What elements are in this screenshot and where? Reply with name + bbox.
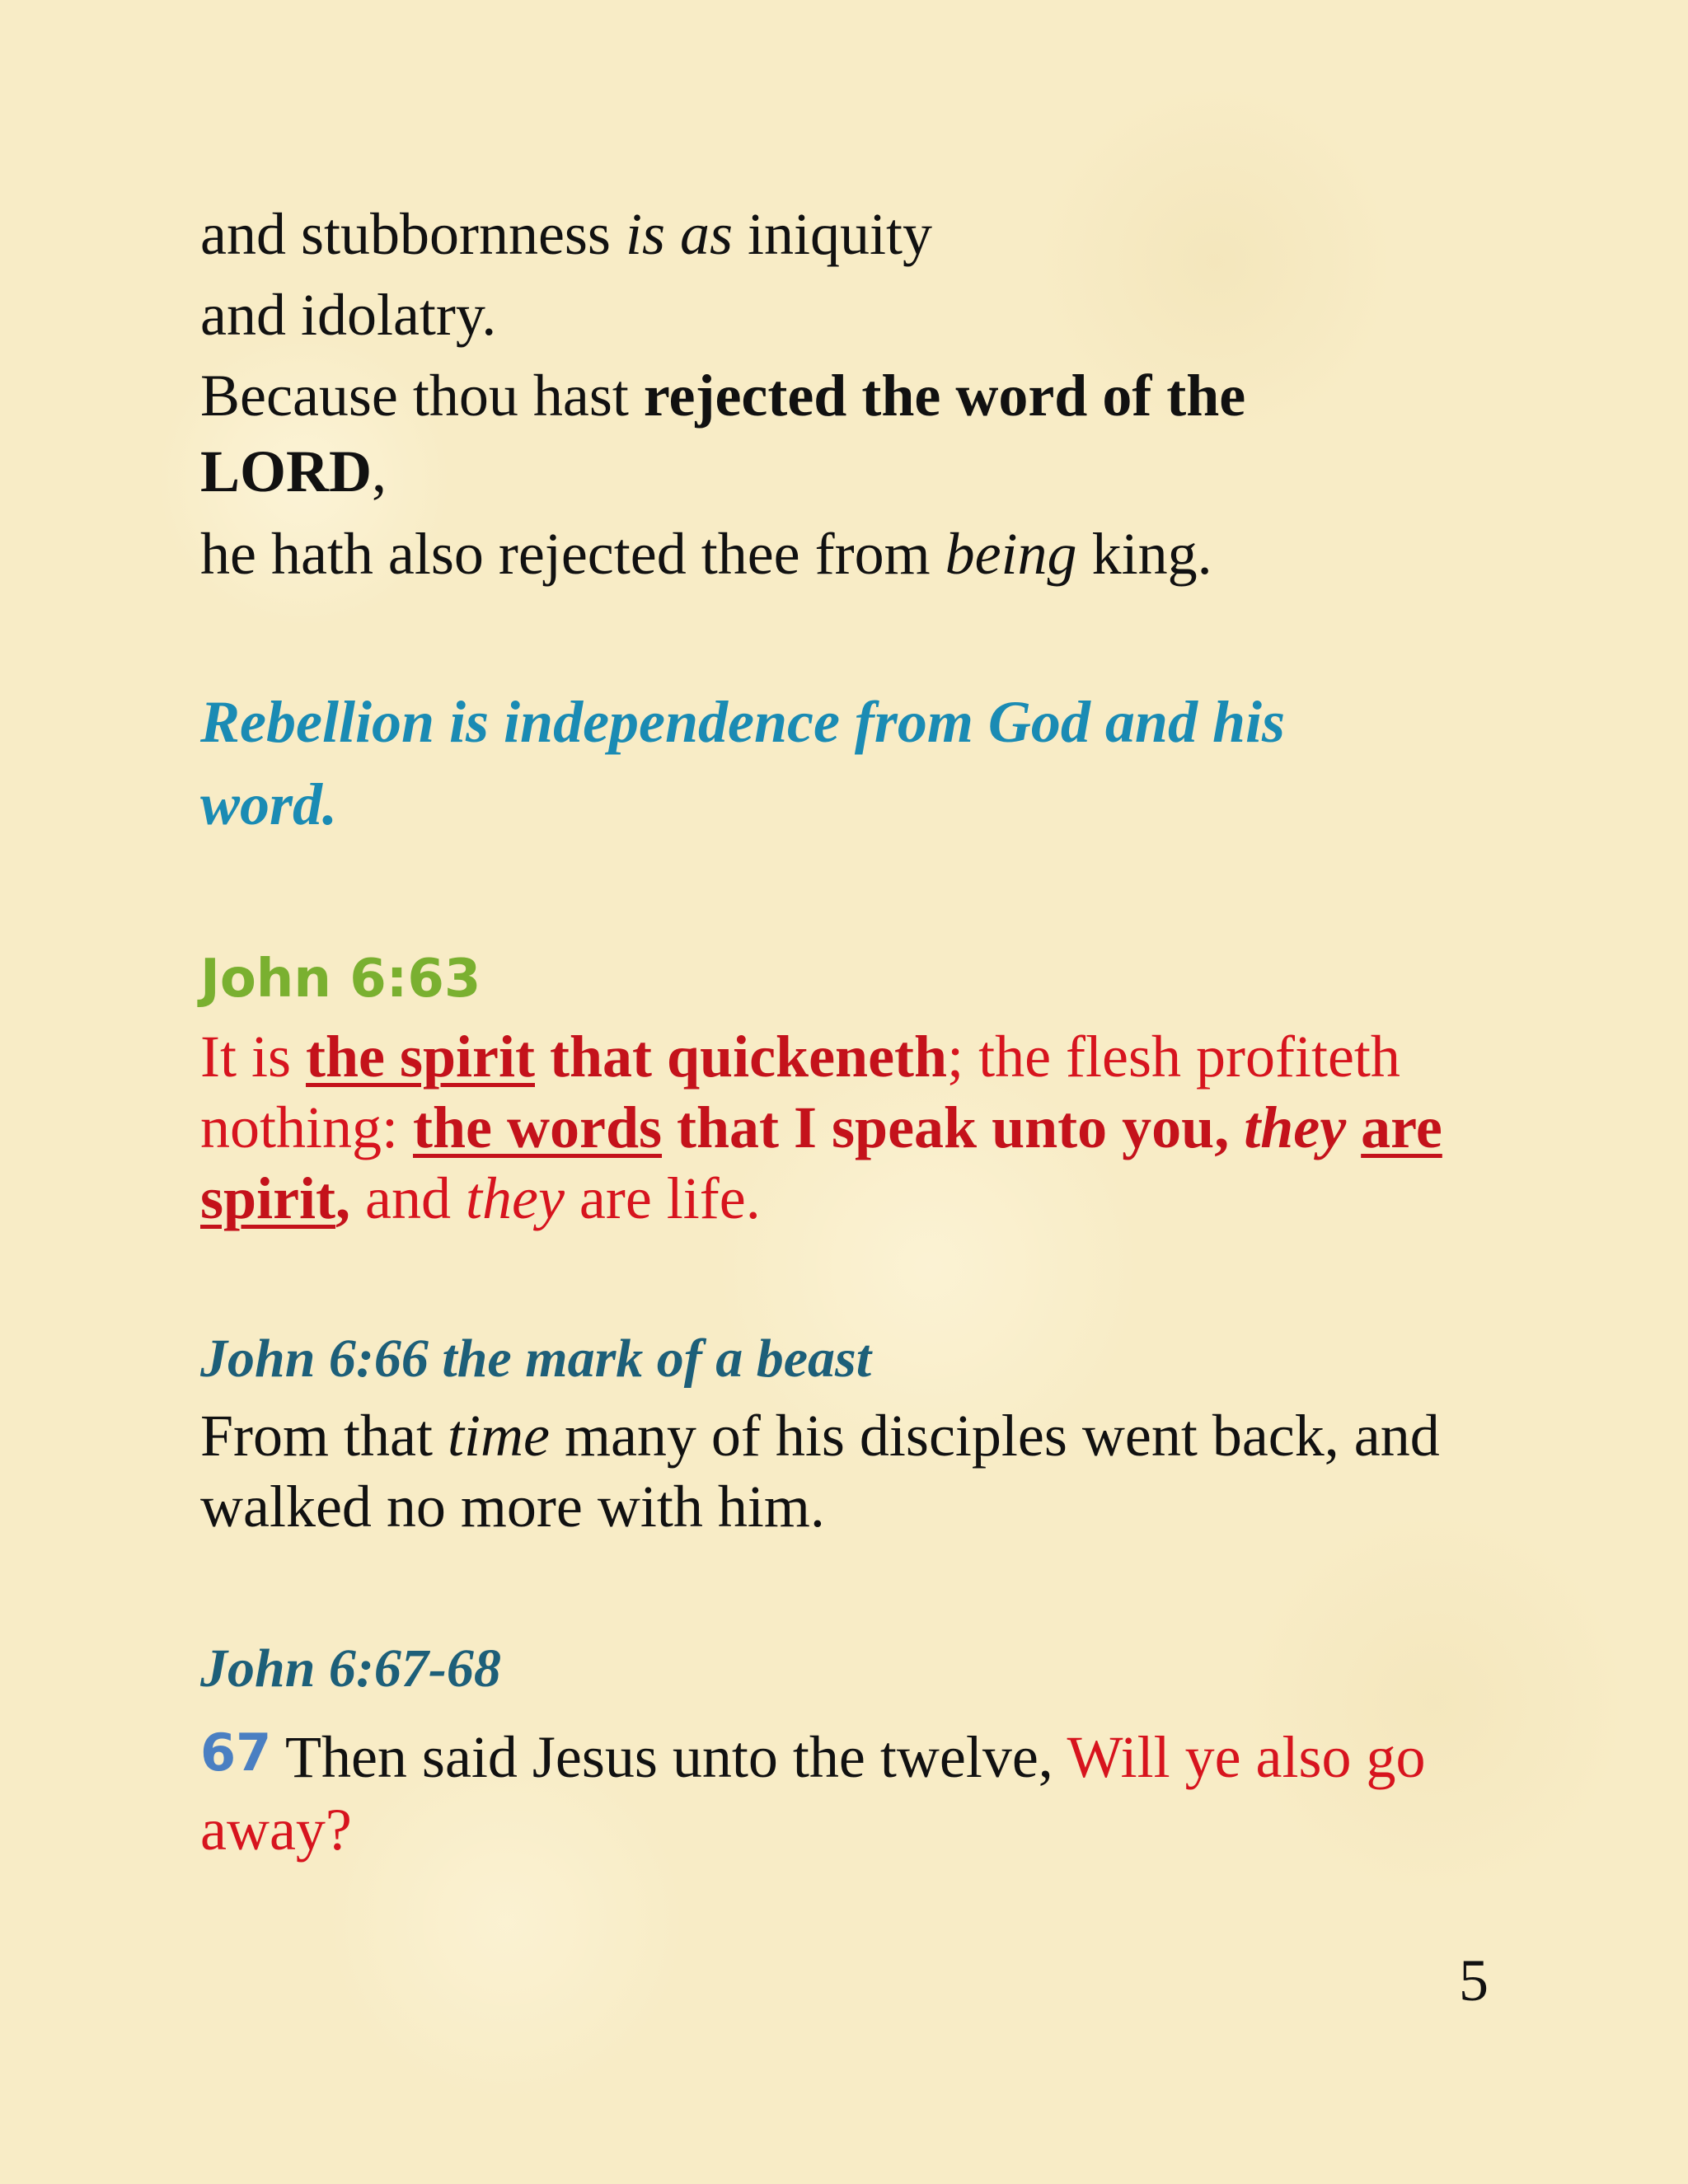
text-run-bold-underline: the words [413,1094,663,1160]
text-run: It is [200,1024,307,1090]
text-run-bold: , [335,1165,351,1231]
text-run-bold-underline: the spirit [306,1024,535,1090]
passage-line-1 [200,201,933,267]
text-run-italic: time [448,1403,550,1469]
verse-heading-john-6-66: John 6:66 the mark of a beast [200,1329,872,1389]
text-run-red: Will ye also go [1067,1724,1426,1790]
page-number: 5 [1459,1947,1489,2013]
verse-line-2: away? [200,1797,352,1863]
text-run: nothing: [200,1094,414,1160]
text-run [1346,1094,1361,1160]
text-run-bold-italic: they [1244,1094,1347,1160]
text-run-bold: that I speak unto you, [662,1094,1245,1160]
commentary-line-1: Rebellion is independence from God and his [200,689,1286,755]
text-run: and stubbornness [200,201,626,267]
text-run-bold: LORD [200,438,373,504]
verse-line-1 [200,1722,1426,1790]
text-run-italic: is as [625,201,733,267]
passage-line-4 [200,438,387,504]
commentary-line-2: word. [200,771,338,837]
verse-number: 67 [200,1722,272,1783]
text-run: are life. [564,1165,761,1231]
text-run-bold-underline: spirit [200,1165,336,1231]
verse-heading-john-6-63: John 6:63 [200,949,481,1010]
verse-line-1 [200,1024,1400,1090]
passage-line-5 [200,521,1212,587]
passage-line-3 [200,363,1246,429]
text-run: and [350,1165,466,1231]
text-run: Because thou hast [200,363,644,429]
text-run-bold: rejected the word of the [643,363,1246,429]
text-run: he hath also rejected thee from [200,521,945,587]
text-run-bold-underline: are [1361,1094,1442,1160]
passage-line-2: and idolatry. [200,282,497,348]
text-run: From that [200,1403,448,1469]
text-run: iniquity [733,201,933,267]
text-run-italic: they [465,1165,565,1231]
verse-line-3 [200,1165,761,1231]
text-run-bold: that quickeneth [535,1024,948,1090]
verse-line-1 [200,1403,1440,1469]
text-run: Then said Jesus unto the twelve, [271,1724,1067,1790]
text-run: many of his disciples went back, and [549,1403,1440,1469]
text-run: , [372,438,387,504]
verse-line-2 [200,1094,1442,1160]
text-run: king. [1076,521,1212,587]
text-run-italic: being [945,521,1077,587]
verse-heading-john-6-67-68: John 6:67-68 [200,1638,501,1699]
verse-line-2: walked no more with him. [200,1474,825,1540]
text-run: ; the flesh profiteth [947,1024,1400,1090]
